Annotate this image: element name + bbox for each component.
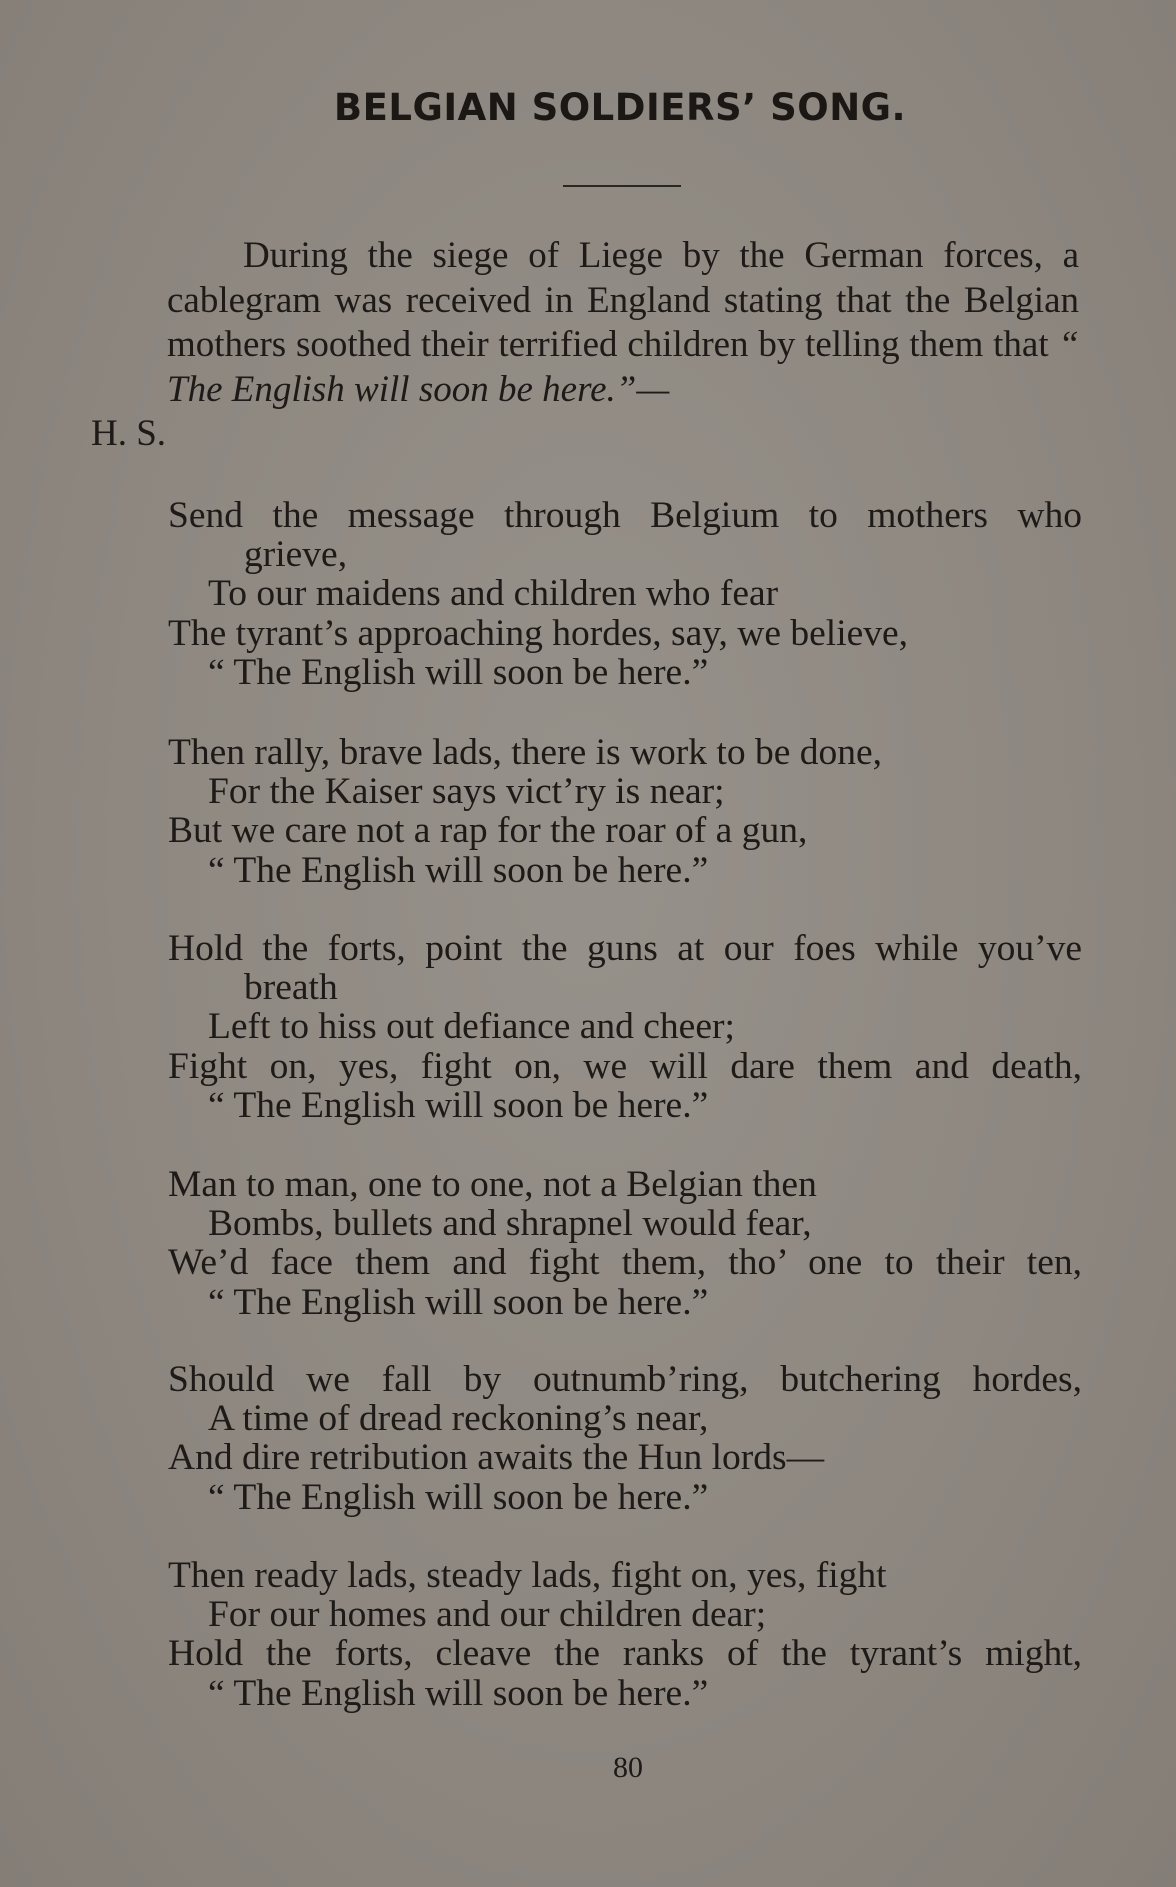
verse-line: We’d face them and fight them, tho’ one to their ten, [168, 1242, 1082, 1284]
verse-line: Then rally, brave lads, there is work to be done, [168, 732, 883, 773]
verse-line: For our homes and our children dear; [208, 1594, 767, 1636]
verse-line: For the Kaiser says vict’ry is near; [208, 771, 725, 813]
verse-line: Then ready lads, steady lads, fight on, yes, fight [168, 1555, 887, 1596]
page-number: 80 [613, 1751, 643, 1784]
verse-line: “ The English will soon be here.” [208, 1672, 709, 1714]
verse-line: To our maidens and children who fear [208, 573, 779, 615]
verse-line: Hold the forts, cleave the ranks of the tyrant’s might, [168, 1633, 1082, 1675]
verse-line: Send the message through Belgium to mothers who [168, 495, 1082, 536]
verse-line: grieve, [244, 534, 348, 576]
verse-line: Bombs, bullets and shrapnel would fear, [208, 1203, 812, 1245]
verse-line: “ The English will soon be here.” [208, 1281, 709, 1323]
verse-line: A time of dread reckoning’s near, [208, 1398, 709, 1440]
stanza-5 [168, 1360, 1082, 1517]
verse-line: And dire retribution awaits the Hun lords— [168, 1437, 825, 1479]
verse-line: Should we fall by outnumb’ring, butchering hordes, [168, 1359, 1082, 1400]
title-divider [563, 185, 681, 187]
intro-text: During the siege of Liege by the German forces, a cablegram was received in England stating that the Belgian mothers soothed their terrified children by telling them that [167, 235, 1079, 365]
verse-line: But we care not a rap for the roar of a gun, [168, 810, 808, 852]
verse-line: “ The English will soon be here.” [208, 1084, 709, 1126]
stanza-3 [168, 929, 1082, 1125]
verse-line: “ The English will soon be here.” [208, 849, 709, 891]
stanza-6 [168, 1556, 1082, 1713]
verse-line: Fight on, yes, fight on, we will dare them and death, [168, 1045, 1082, 1087]
stanza-4 [168, 1165, 1082, 1322]
verse-line: The tyrant’s approaching hordes, say, we believe, [168, 612, 909, 654]
verse-line: Man to man, one to one, not a Belgian then [168, 1164, 817, 1205]
stanza-2 [168, 733, 1082, 890]
verse-line: Left to hiss out defiance and cheer; [208, 1006, 735, 1048]
verse-line: Hold the forts, point the guns at our foes while you’ve [168, 928, 1082, 969]
stanza-1 [168, 496, 1082, 692]
intro-signature: H. S. [91, 413, 167, 454]
verse-line: breath [244, 967, 338, 1009]
verse-line: “ The English will soon be here.” [208, 651, 709, 693]
intro-paragraph [91, 234, 1079, 457]
verse-line: “ The English will soon be here.” [208, 1476, 709, 1518]
intro-quote: “ The English will soon be here.”— [167, 324, 1079, 410]
page-title: BELGIAN SOLDIERS’ SONG. [333, 86, 907, 129]
